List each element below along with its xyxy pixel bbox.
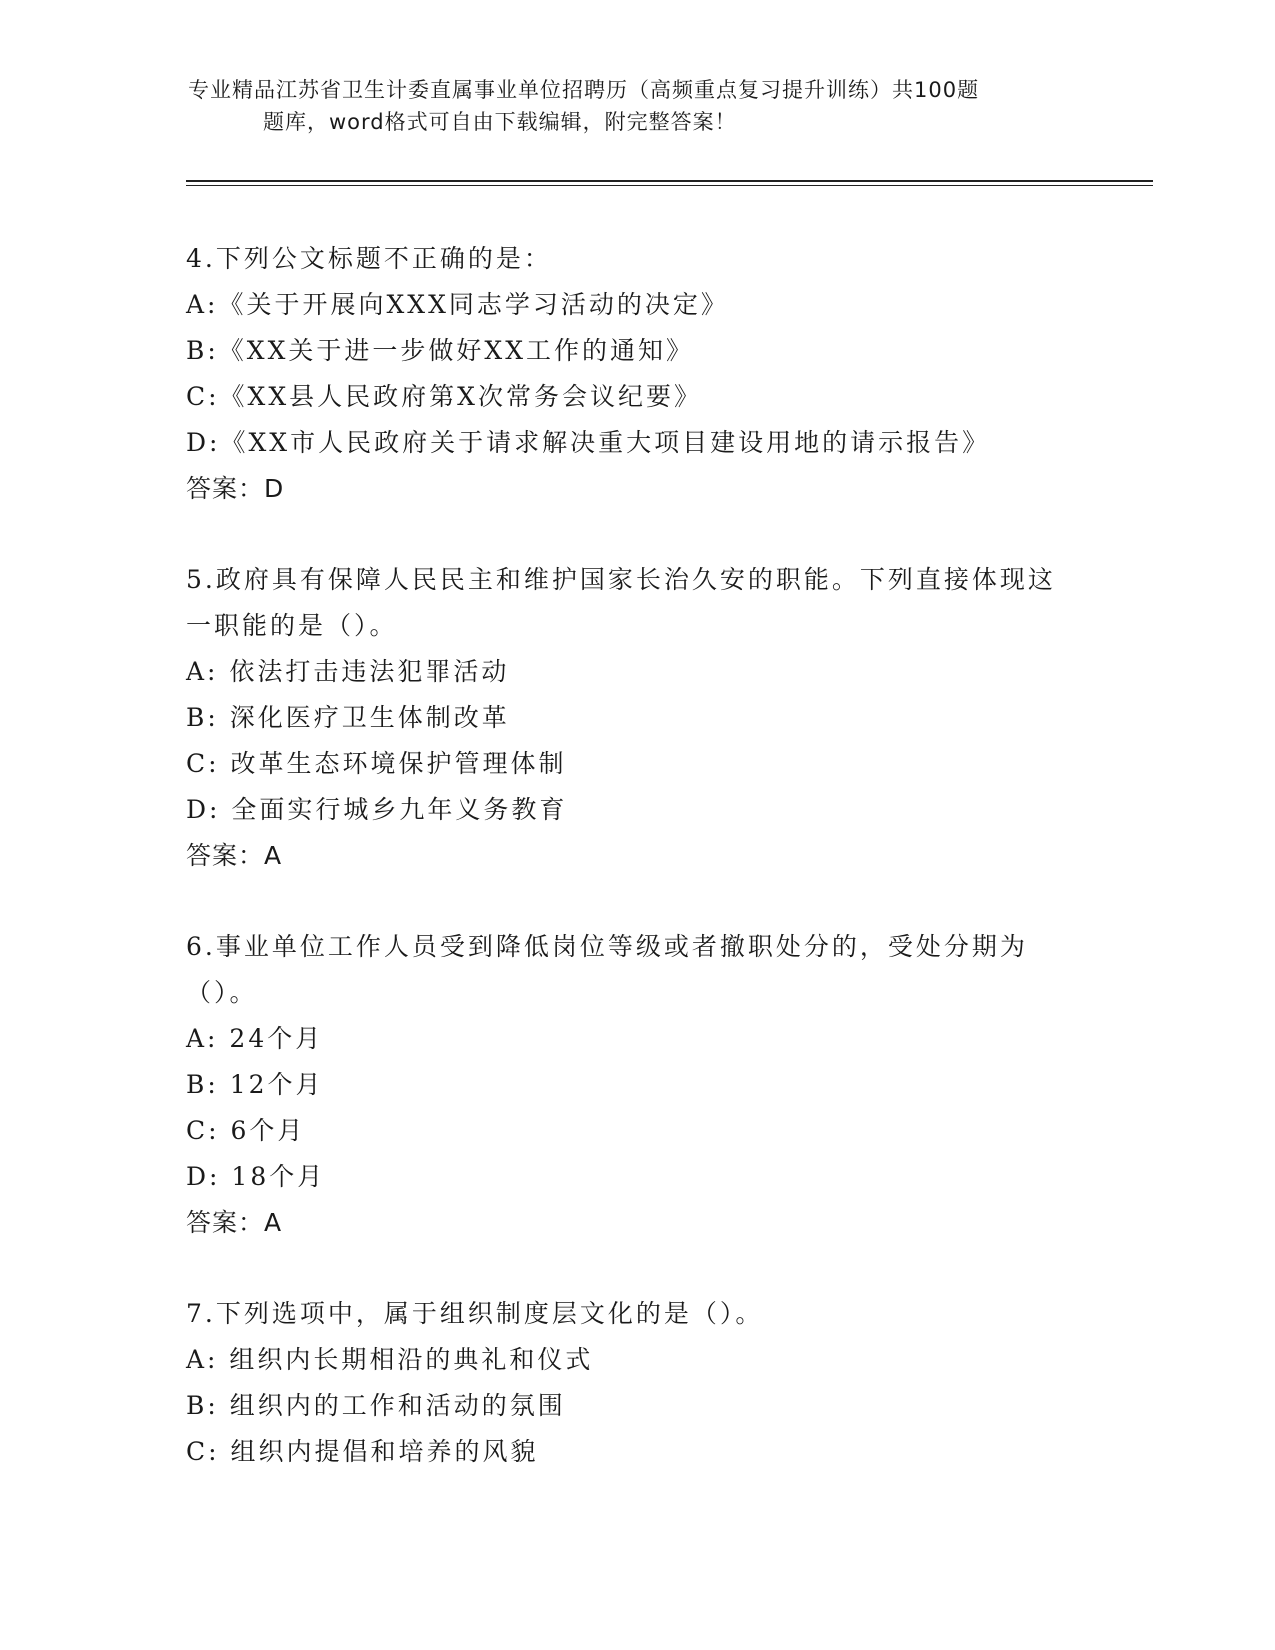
option-b: B:《XX关于进一步做好XX工作的通知》 bbox=[186, 336, 694, 365]
option-b: B: 组织内的工作和活动的氛围 bbox=[186, 1391, 566, 1420]
option-a: A: 依法打击违法犯罪活动 bbox=[186, 657, 510, 686]
option-d: D:《XX市人民政府关于请求解决重大项目建设用地的请示报告》 bbox=[186, 428, 991, 457]
header-title-line1: 专业精品江苏省卫生计委直属事业单位招聘历（高频重点复习提升训练）共100题 bbox=[188, 78, 980, 102]
option-d: D: 18个月 bbox=[186, 1162, 326, 1191]
option-c: C:《XX县人民政府第X次常务会议纪要》 bbox=[186, 382, 702, 411]
question-4 bbox=[186, 236, 1146, 512]
option-a: A: 24个月 bbox=[186, 1024, 324, 1053]
answer-line: 答案：A bbox=[186, 1208, 283, 1237]
question-stem: 6.事业单位工作人员受到降低岗位等级或者撤职处分的，受处分期为（）。 bbox=[186, 932, 1028, 1007]
answer-line: 答案：D bbox=[186, 474, 285, 503]
question-5 bbox=[186, 557, 1146, 879]
question-7 bbox=[186, 1291, 1146, 1475]
option-c: C: 改革生态环境保护管理体制 bbox=[186, 749, 567, 778]
header-title-line2: 题库，word格式可自由下载编辑，附完整答案！ bbox=[263, 110, 737, 134]
option-d: D: 全面实行城乡九年义务教育 bbox=[186, 795, 568, 824]
option-a: A:《关于开展向XXX同志学习活动的决定》 bbox=[186, 290, 729, 319]
question-stem: 5.政府具有保障人民民主和维护国家长治久安的职能。下列直接体现这一职能的是（）。 bbox=[186, 565, 1056, 640]
question-6 bbox=[186, 924, 1146, 1246]
option-a: A: 组织内长期相沿的典礼和仪式 bbox=[186, 1345, 594, 1374]
option-c: C: 6个月 bbox=[186, 1116, 306, 1145]
header-divider-thick bbox=[186, 180, 1153, 182]
answer-line: 答案：A bbox=[186, 841, 283, 870]
question-stem: 4.下列公文标题不正确的是： bbox=[186, 244, 552, 273]
option-c: C: 组织内提倡和培养的风貌 bbox=[186, 1437, 539, 1466]
document-header bbox=[188, 74, 1088, 138]
option-b: B: 深化医疗卫生体制改革 bbox=[186, 703, 510, 732]
option-b: B: 12个月 bbox=[186, 1070, 324, 1099]
question-list bbox=[186, 236, 1146, 1520]
question-stem: 7.下列选项中，属于组织制度层文化的是（）。 bbox=[186, 1299, 764, 1328]
header-divider-thin bbox=[186, 185, 1153, 186]
